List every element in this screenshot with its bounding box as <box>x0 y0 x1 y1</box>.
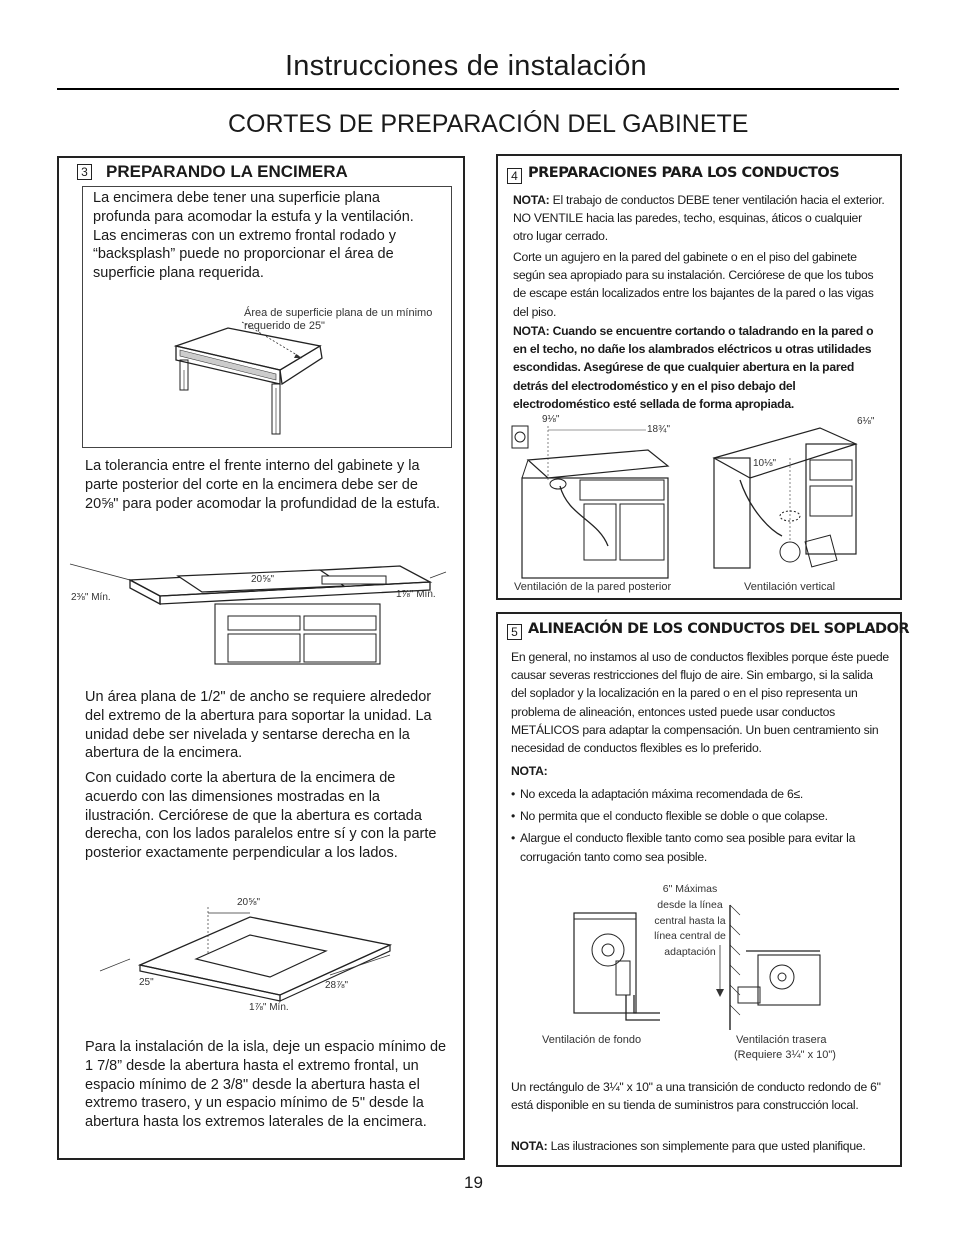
vertical-vent-figure <box>710 420 890 580</box>
step3-number: 3 <box>77 164 92 180</box>
fig2-dim-right: 1⅞" Mín. <box>396 589 436 600</box>
step4-dim-c: 6⅛" <box>857 416 875 427</box>
fig2-dim-left: 2⅜" Mín. <box>71 592 111 603</box>
countertop-flat-surface-figure <box>170 318 330 438</box>
flat-area-text: Un área plana de 1/2" de ancho se requiere alrededor del extremo de la abertura para soportar la unidad. La unidad debe ser nivelada y sentarse derecha en la abertura de la encimera. <box>85 689 432 762</box>
step5-final-note-text: Las ilustraciones son simplemente para que usted planifique. <box>550 1139 866 1153</box>
step5-para: En general, no instamos al uso de conductos flexibles porque éste puede causar severas restricciones del flujo de aire. Sin embargo, si la salida del soplador y la localización en la pared o en el piso representa un problema de alineación, entonces usted puede usar conductos METÁLICOS para adaptar la compensación. Un buen centramiento sin necesidad de conductos flexibles es lo preferido. <box>511 650 889 756</box>
careful-cut-text: Con cuidado corte la abertura de la encimera de acuerdo con las dimensiones mostradas en la ilustración. Cerciórese de que la abertura es cortada derecha, con los lados paralelos entre sí y con la parte posterior exactamente perpendicular a los lados. <box>85 770 437 862</box>
step5-heading: ALINEACIÓN DE LOS CONDUCTOS DEL SOPLADOR <box>528 621 910 637</box>
step4-dim-d: 10⅛" <box>753 458 777 469</box>
bullet-item: • No exceda la adaptación máxima recomendada de 6≤. <box>511 785 889 803</box>
tolerance-text: La tolerancia entre el frente interno del gabinete y la parte posterior del corte en la encimera debe ser de 20⅝" para poder acomodar la profundidad de la estufa. <box>85 458 441 512</box>
step4-note1-text: El trabajo de conductos DEBE tener ventilación hacia el exterior. NO VENTILE hacia las paredes, techo, esquinas, áticos o cualquier otro lugar cerrado. <box>513 193 885 244</box>
step5-number: 5 <box>507 624 522 640</box>
step4-note2: NOTA: Cuando se encuentre cortando o taladrando en la pared o en el techo, no dañe los alambrados eléctricos u otras utilidades escondidas. Asegúrese de que cualquier abertura en la pared detrás del electrodoméstico y en el piso debajo del electrodoméstico esté sellada de forma apropiada. <box>513 324 874 411</box>
step4-note1 <box>513 191 885 246</box>
step5-fig-annotation: 6" Máximas desde la línea central hasta la línea central de adaptación <box>654 883 726 959</box>
step5-rect-text: Un rectángulo de 3¼" x 10" a una transición de conducto redondo de 6" está disponible en su tienda de suministros para construcción local. <box>511 1080 881 1113</box>
step3-intro: La encimera debe tener una superficie plana profunda para acomodar la estufa y la ventilación. Las encimeras con un extremo frontal rodado y “backsplash” puede no proporcionar el área de superficie plana requerida. <box>93 190 414 282</box>
step3-heading: PREPARANDO LA ENCIMERA <box>106 162 348 181</box>
title-rule <box>57 88 899 90</box>
fig2-dim-top: 20⅝" <box>251 574 275 585</box>
step4-number: 4 <box>507 168 522 184</box>
step5-note-label: NOTA: <box>511 764 548 778</box>
page-title: Instrucciones de instalación <box>285 50 647 82</box>
step4-heading: PREPARACIONES PARA LOS CONDUCTOS <box>528 165 840 181</box>
rear-wall-vent-figure <box>508 420 688 580</box>
fig3-dim-bottom: 1⅞" Mín. <box>249 1002 289 1013</box>
step5-final-note <box>511 1137 889 1155</box>
island-cutout-figure <box>100 895 400 1015</box>
step4-para: Corte un agujero en la pared del gabinete o en el piso del gabinete según sea apropiado para su instalación. Cerciórese de que los tubos de escape están localizados entre los bajantes de la pared o las vigas del piso. <box>513 250 874 319</box>
step4-dim-b: 18¾" <box>647 424 671 435</box>
cabinet-cutout-figure <box>70 552 450 672</box>
bullet-item: • Alargue el conducto flexible tanto como sea posible para evitar la corrugación tanto como sea posible. <box>511 829 889 865</box>
bullet-item: • No permita que el conducto flexible se doble o que colapse. <box>511 807 889 825</box>
step5-final-note-label: NOTA: <box>511 1139 548 1153</box>
step4-note1-label: NOTA: <box>513 193 550 207</box>
blower-alignment-figure <box>570 905 890 1030</box>
island-text: Para la instalación de la isla, deje un espacio mínimo de 1 7/8” desde la abertura hasta el extremo frontal, un espacio mínimo de 2 3/8" desde la abertura hasta el extremo trasero, y un espacio mínimo de 5" desde la abertura hasta los extremos laterales de la encimera. <box>85 1039 447 1131</box>
fig3-dim-right: 28⅞" <box>325 980 349 991</box>
step5-caption-right-1: Ventilación trasera <box>736 1034 827 1046</box>
figure1-caption: Área de superficie plana de un mínimo requerido de 25" <box>244 307 433 332</box>
step4-dim-a: 9⅛" <box>542 414 560 425</box>
step4-caption-left: Ventilación de la pared posterior <box>514 581 672 593</box>
page-number: 19 <box>464 1173 483 1192</box>
section-title: CORTES DE PREPARACIÓN DEL GABINETE <box>228 110 749 138</box>
fig3-dim-left: 25" <box>139 977 154 988</box>
step5-caption-left: Ventilación de fondo <box>542 1034 642 1046</box>
fig3-dim-top: 20⅝" <box>237 897 261 908</box>
step4-caption-right: Ventilación vertical <box>744 581 836 593</box>
step5-bullets <box>511 785 889 866</box>
step5-caption-right-2: (Requiere 3¼" x 10") <box>734 1049 836 1061</box>
